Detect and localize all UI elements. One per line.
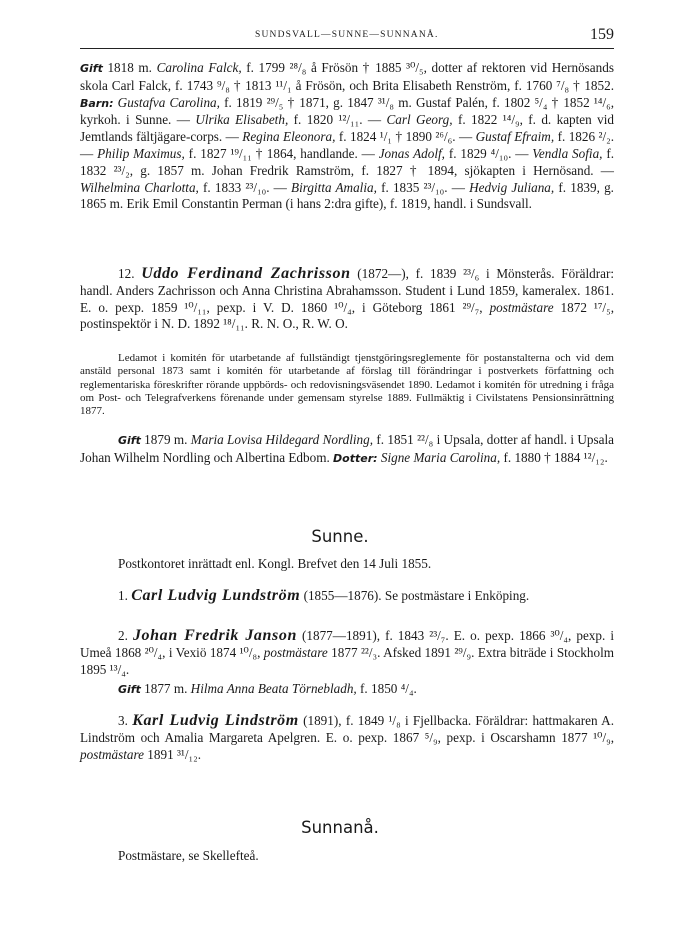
- text-run: Hilma Anna Beata Törnebladh,: [190, 681, 357, 696]
- falck-marriage-paragraph: [80, 60, 614, 213]
- sunne-entry-1: [80, 588, 614, 605]
- text-run: f. 1829 ⁴/₁₀. —: [444, 145, 533, 161]
- sunne-entry-2: [80, 628, 614, 678]
- page-number: 159: [590, 26, 614, 43]
- keyword-label: Gift: [80, 62, 103, 75]
- text-run: f. 1850 ⁴/₄.: [356, 681, 417, 696]
- text-run: 12.: [118, 266, 142, 281]
- text-run: Wilhelmina Charlotta,: [80, 179, 199, 195]
- person-name: Johan Fredrik Janson: [132, 627, 297, 644]
- keyword-label: Gift: [118, 434, 141, 447]
- text-run: (1891), f. 1849 ¹/₈ i Fjellbacka. Föräldrar: hattmakaren A. Lindström och Amalia Margareta Apelgren. E. o. pexp. 1867 ⁵/₉, pexp. i Oscarshamn 1877 ¹⁰/₉,: [80, 713, 615, 745]
- sunnana-text: Postmästare, se Skellefteå.: [118, 848, 259, 863]
- text-run: 1879 m.: [140, 432, 191, 447]
- person-name: Carl Ludvig Lundström: [131, 587, 301, 604]
- keyword-label: Barn:: [80, 96, 114, 110]
- keyword-label: Dotter:: [333, 451, 378, 465]
- person-name: Uddo Ferdinand Zachrisson: [141, 265, 351, 282]
- sunne-entry-3: [80, 713, 614, 763]
- text-run: 1891 ³¹/₁₂.: [144, 746, 202, 762]
- sunne-entry-2-marriage: [80, 681, 614, 699]
- text-run: f. 1822 ¹⁴/₉, f. d. kapten vid Jemtlands fältjägare-corps. —: [80, 112, 614, 145]
- text-run: Carl Georg,: [386, 112, 453, 128]
- text-run: Regina Eleonora,: [242, 129, 336, 145]
- entry-12-marriage: [80, 432, 614, 468]
- text-run: f. 1833 ²³/₁₀. —: [198, 179, 292, 195]
- text-run: 3.: [118, 713, 133, 728]
- text-run: postmästare: [263, 644, 328, 660]
- text-run: postmästare: [489, 299, 554, 315]
- text-run: postmästare: [80, 746, 144, 762]
- text-run: Vendla Sofia,: [532, 145, 603, 161]
- page-header: [80, 26, 614, 49]
- text-run: Philip Maximus,: [97, 145, 185, 161]
- text-run: f. 1820 ¹²/₁₁. —: [288, 112, 387, 128]
- text-run: f. 1835 ²³/₁₀. —: [376, 179, 470, 195]
- text-run: f. 1819 ²⁹/₅ † 1871, g. 1847 ³¹/₈ m. Gustaf Palén, f. 1802 ⁵/₄ † 1852 ¹⁴/₆, kyrkoh. i Sunne. —: [80, 94, 615, 128]
- text-run: Gustafva Carolina,: [117, 94, 220, 110]
- text-run: Carolina Falck,: [156, 60, 242, 75]
- text-run: Gustaf Efraim,: [475, 129, 555, 145]
- keyword-label: Gift: [118, 683, 141, 696]
- text-run: f. 1827 ¹⁹/₁₁ † 1864, handlande. —: [184, 145, 379, 161]
- person-name: Karl Ludvig Lindström: [132, 712, 299, 729]
- text-run: 1872 ¹⁷/₅, postinspektör i N. D. 1892 ¹⁸/₁₁. R. N. O., R. W. O.: [80, 299, 614, 332]
- text-run: f. 1839, g. 1865 m. Erik Emil Constantin Perman (i hans 2:dra gifte), f. 1819, handl. i Sundsvall.: [80, 179, 614, 212]
- text-run: Signe Maria Carolina,: [380, 449, 501, 465]
- entry-12-note: Ledamot i komitén för utarbetande af fullständigt tjenstgöringsreglemente för postanstalterna och vid dem anstäld personal 1873 samt i komitén för utarbetande af förslag till förändringar i postverkets författning och reglementariska föreskrifter rörande uppbörds- och redovisningsväsendet 1890. Ledamot i komitén för utredning i fråga om Post- och Telegrafverkens förenande under gemensam styrelse 1889. Fullmäktig i Civilstatens Pensionsinrättning 1877.: [80, 352, 614, 418]
- text-run: (1877—1891), f. 1843 ²³/₇. E. o. pexp. 1866 ³⁰/₄, pexp. i Umeå 1868 ²⁰/₄, i Vexiö 1874 ¹⁰/₈,: [80, 628, 614, 660]
- sunnana-heading: Sunnanå.: [301, 818, 379, 837]
- text-run: 1818 m.: [102, 60, 157, 75]
- text-run: Ulrika Elisabeth,: [195, 112, 289, 128]
- text-run: f. 1851 ²²/₈ i Upsala, dotter af handl. i Upsala Johan Wilhelm Nordling och Albertina Edbom.: [80, 432, 614, 465]
- text-run: Jonas Adolf,: [378, 145, 445, 161]
- text-run: f. 1799 ²⁸/₈ å Frösön † 1885 ³⁰/₅, dotter af rektoren vid Hernösands skola Carl Falck, f. 1743 ⁹/₈ † 1813 ¹¹/₁ å Frösön, och Brita Elisabeth Renström, f. 1760 ⁷/₈ † 1852.: [80, 60, 614, 93]
- text-run: Birgitta Amalia,: [291, 179, 377, 195]
- text-run: f. 1826 ²/₂. —: [80, 129, 615, 161]
- text-run: Hedvig Juliana,: [469, 179, 555, 195]
- text-run: Maria Lovisa Hildegard Nordling,: [190, 432, 374, 447]
- running-head: SUNDSVALL—SUNNE—SUNNANÅ.: [255, 30, 439, 40]
- text-run: f. 1880 † 1884 ¹²/₁₂.: [500, 449, 608, 465]
- text-run: f. 1832 ²³/₂, g. 1857 m. Johan Fredrik Ramström, f. 1827 † 1894, sjökapten i Hernösand. —: [80, 145, 615, 178]
- text-run: (1855—1876). Se postmästare i Enköping.: [300, 588, 530, 603]
- text-run: f. 1824 ¹/₁ † 1890 ²⁶/₆. —: [335, 129, 476, 145]
- text-run: 1877 m.: [140, 681, 191, 696]
- sunne-intro: Postkontoret inrättadt enl. Kongl. Brefvet den 14 Juli 1855.: [118, 556, 432, 571]
- sunne-heading: Sunne.: [311, 527, 369, 546]
- text-run: (1872—), f. 1839 ²³/₆ i Mönsterås. Föräldrar: handl. Anders Zachrisson och Anna Christina Abrahamsson. Student i Lund 1859, kameralex. 1861. E. o. pexp. 1859 ¹⁰/₁₁, pexp. i V. D. 1860 ¹⁰/₄, i Göteborg 1861 ²⁹/₇,: [80, 266, 614, 315]
- text-run: 1.: [118, 588, 132, 603]
- entry-12-zachrisson: [80, 266, 614, 333]
- text-run: 2.: [118, 628, 133, 643]
- text-run: 1877 ²²/₃. Afsked 1891 ²⁹/₉. Extra biträde i Stockholm 1895 ¹³/₄.: [80, 644, 614, 677]
